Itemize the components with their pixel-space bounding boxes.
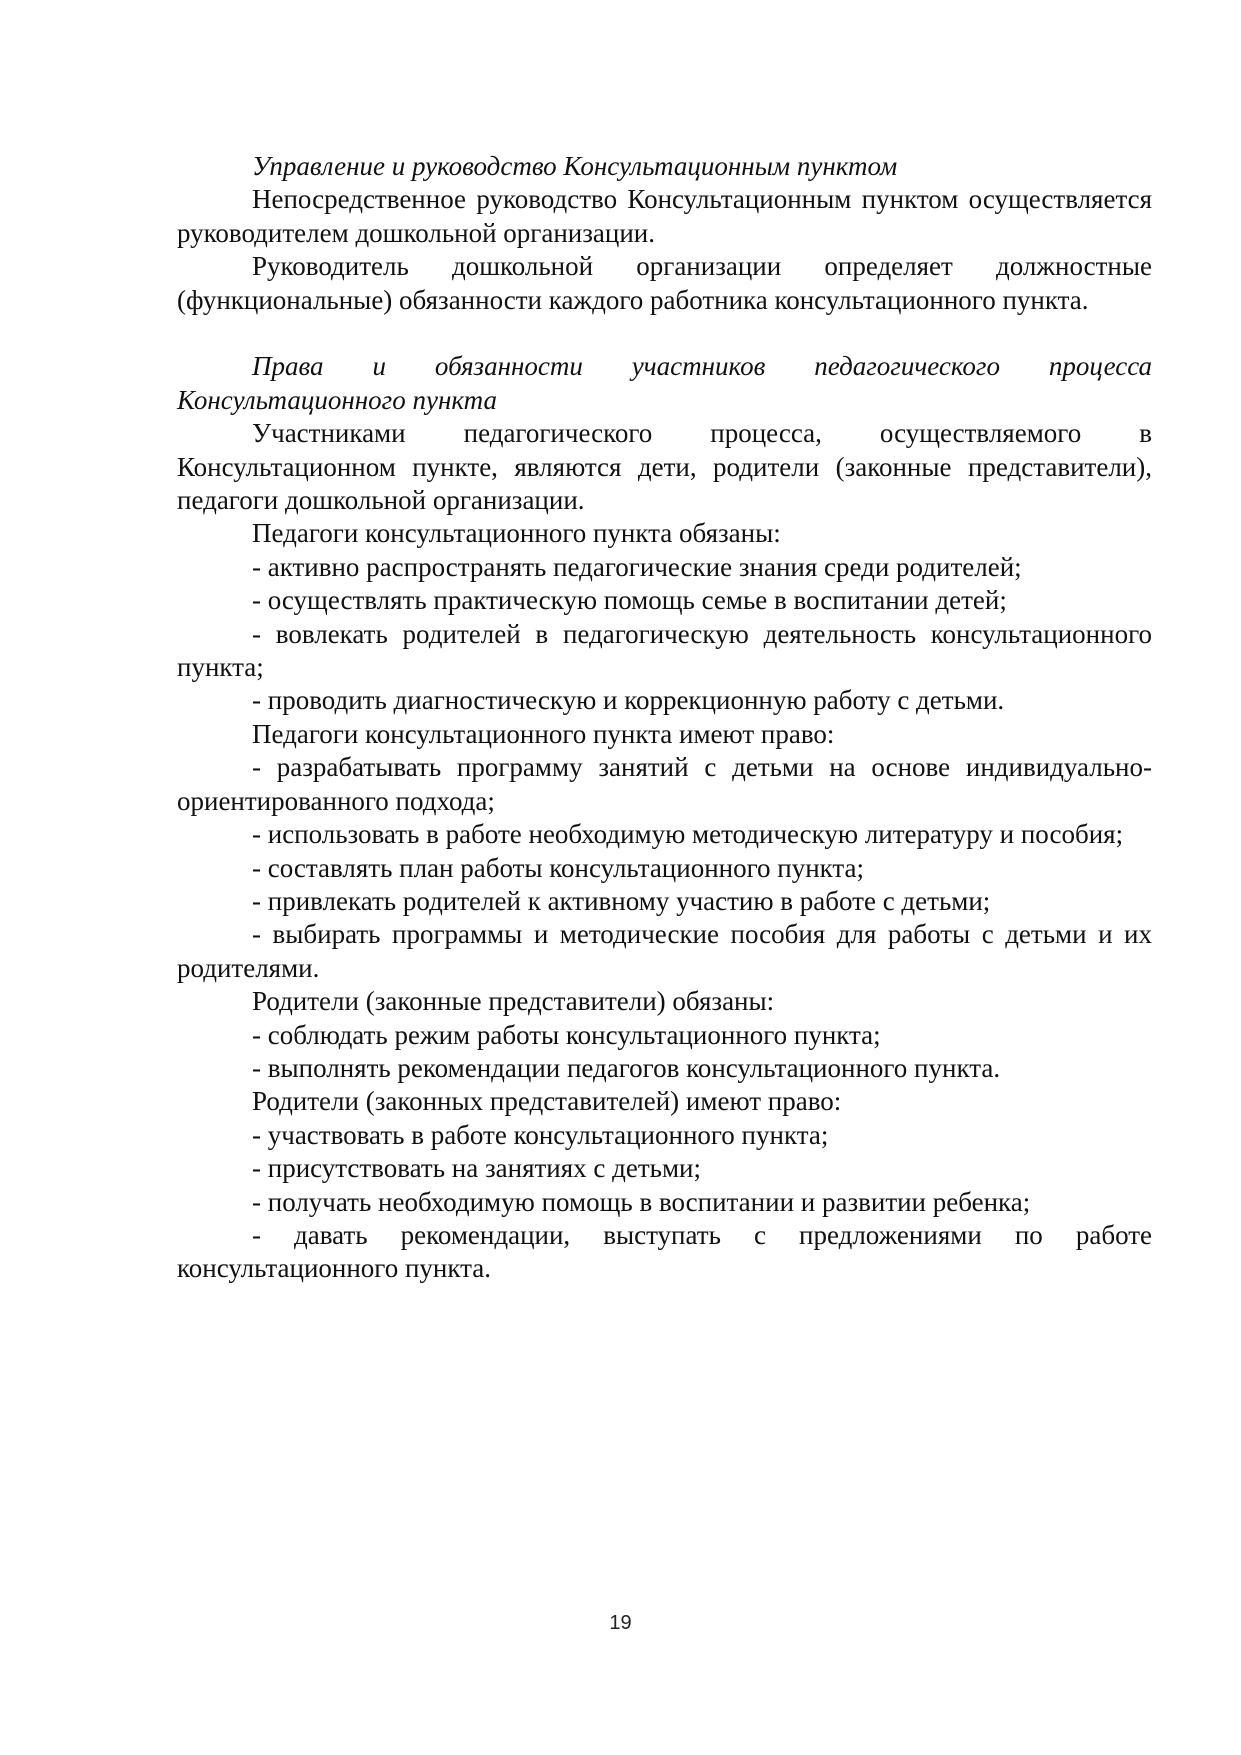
list-item-teacher-duty: - проводить диагностическую и коррекционную работу с детьми. [252,685,1005,716]
list-item-teacher-right: - привлекать родителей к активному участию в работе с детьми; [252,885,991,916]
list-item-parent-right: - получать необходимую помощь в воспитании и развитии ребенка; [252,1186,1031,1217]
list-item-teacher-right: - использовать в работе необходимую методическую литературу и пособия; [252,819,1124,850]
paragraph-direct-management: Непосредственное руководство Консультационным пунктом осуществляется руководителем дошкольной организации. [177,184,1152,248]
paragraph-participants: Участниками педагогического процесса, осуществляемого в Консультационном пункте, являются дети, родители (законные представители), педагоги дошкольной организации. [177,418,1152,516]
list-item-teacher-right: - составлять план работы консультационного пункта; [252,852,865,883]
list-item-parent-duty: - выполнять рекомендации педагогов консультационного пункта. [252,1052,1001,1083]
paragraph-teachers-rights: Педагоги консультационного пункта имеют право: [252,718,835,749]
list-item-teacher-right: - разрабатывать программу занятий с детьми на основе индивидуально-ориентированного подхода; [177,752,1152,816]
list-item-teacher-right: - выбирать программы и методические пособия для работы с детьми и их родителями. [177,919,1152,983]
list-item-teacher-duty: - осуществлять практическую помощь семье в воспитании детей; [252,585,1007,616]
page-body [177,150,1152,1286]
paragraph-parents-obliged: Родители (законные представители) обязаны: [252,986,775,1017]
paragraph-parents-rights: Родители (законных представителей) имеют право: [252,1086,842,1117]
list-item-parent-right: - участвовать в работе консультационного пункта; [252,1119,829,1150]
list-item-parent-duty: - соблюдать режим работы консультационного пункта; [252,1019,881,1050]
section-heading-management: Управление и руководство Консультационным пунктом [252,151,898,181]
list-item-parent-right: - присутствовать на занятиях с детьми; [252,1153,702,1184]
section-heading-rights: Права и обязанности участников педагогического процесса Консультационного пункта [177,351,1152,415]
list-item-parent-right: - давать рекомендации, выступать с предложениями по работе консультационного пункта. [177,1219,1152,1284]
section-gap [177,317,1152,350]
page-number: 19 [609,1612,632,1634]
list-item-teacher-duty: - активно распространять педагогические знания среди родителей; [252,551,1022,582]
paragraph-head-duties: Руководитель дошкольной организации определяет должностные (функциональные) обязанности каждого работника консультационного пункта. [177,251,1152,315]
paragraph-teachers-obliged: Педагоги консультационного пункта обязаны: [252,518,781,549]
list-item-teacher-duty: - вовлекать родителей в педагогическую деятельность консультационного пункта; [177,618,1152,683]
